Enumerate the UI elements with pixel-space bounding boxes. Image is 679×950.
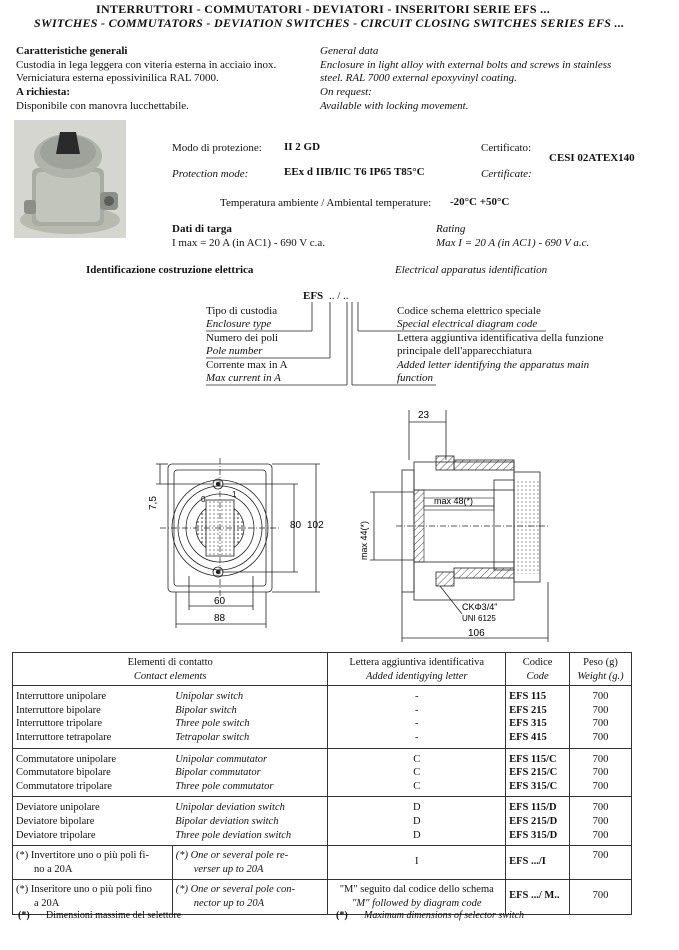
dim-88: 88 [214,613,226,624]
footnote-mark-it: (*) [18,910,30,921]
certificate-label-it: Certificato: [481,142,532,154]
identification-leader-lines [0,0,679,400]
temperature-label: Temperatura ambiente / Ambiental temperature: [220,197,432,209]
max-current-en: Max current in A [206,372,281,384]
spec-table [12,652,632,915]
request-text-it: Disponibile con manovra lucchettabile. [16,100,189,112]
dim-60: 60 [214,596,226,607]
table-row: Interruttore tripolare Three pole switch - EFS 315 700 [16,718,609,730]
header-contact: Elementi di contatto Contact elements [13,653,328,686]
footnote-en: Maximum dimensions of selector switch [364,910,524,921]
added-letter-it: Lettera aggiuntiva identificativa della funzione [397,332,604,344]
general-heading-it: Caratteristiche generali [16,45,128,57]
table-row: Commutatore tripolare Three pole commutator C EFS 315/C 700 [13,780,632,797]
request-heading-en: On request: [320,86,372,98]
table-header-row [13,653,632,686]
side-view [359,410,550,642]
dim-102: 102 [307,520,324,531]
protection-value-en: EEx d IIB/IIC T6 IP65 T85°C [284,166,425,178]
title-en: SWITCHES - COMMUTATORS - DEVIATION SWITCHES - CIRCUIT CLOSING SWITCHES SERIES EFS ... [34,16,625,30]
table-row: Deviatore tripolare Three pole deviation switch D EFS 315/D 700 [13,829,632,846]
temperature-value: -20°C +50°C [450,196,510,208]
max-current-it: Corrente max in A [206,359,288,371]
rating-value-it: I max = 20 A (in AC1) - 690 V c.a. [172,237,326,249]
table-row: Interruttore unipolare Unipolar switch - EFS 115 700 [13,686,632,704]
title-it: INTERRUTTORI - COMMUTATORI - DEVIATORI - INSERITORI SERIE EFS ... [96,2,551,16]
enclosure-type-en: Enclosure type [206,318,272,330]
protection-label-en: Protection mode: [172,168,249,180]
diagram-code-en: Special electrical diagram code [397,318,538,330]
svg-text:0: 0 [201,495,206,504]
added-letter-en2: function [397,372,434,384]
technical-drawing [0,400,679,650]
header-weight: Peso (g) Weight (g.) [577,657,624,682]
thread-spec: CKΦ3/4" [462,602,498,612]
table-row: Deviatore unipolare Unipolar deviation switch D EFS 115/D 700 [13,797,632,815]
certificate-value: CESI 02ATEX140 [549,152,635,164]
identification-code: EFS [303,290,324,302]
request-text-en: Available with locking movement. [320,100,469,112]
diagram-code-it: Codice schema elettrico speciale [397,305,541,317]
table-row: Interruttore bipolare Bipolar switch - EFS 215 700 [16,704,609,716]
dim-max44: max 44(*) [359,520,369,560]
identification-heading-it: Identificazione costruzione elettrica [86,264,254,276]
protection-value-it: II 2 GD [284,141,321,153]
rating-heading-it: Dati di targa [172,223,232,235]
dim-max48: max 48(*) [434,496,474,506]
rating-heading-en: Rating [436,223,466,235]
added-letter-en: Added letter identifying the apparatus main [397,359,590,371]
table-row: Interruttore tetrapolare Tetrapolar switch - EFS 415 700 [13,731,632,748]
footnote-it: Dimensioni massime del selettore [46,910,182,921]
dim-7-5: 7,5 [148,496,159,510]
pole-number-it: Numero dei poli [206,332,279,344]
protection-label-it: Modo di protezione: [172,142,262,154]
dim-80: 80 [290,520,302,531]
added-letter-it2: principale dell'apparecchiatura [397,345,532,357]
rating-value-en: Max I = 20 A (in AC1) - 690 V a.c. [436,237,590,249]
svg-text:1: 1 [232,490,237,499]
general-line2-en: steel. RAL 7000 external epoxyvinyl coating. [320,72,517,84]
certificate-label-en: Certificate: [481,168,532,180]
table-row-special: (*) Invertitore uno o più poli fi- no a 20A (*) One or several pole re- verser up to 20A I EFS .../I 700 [13,846,632,880]
footnote-mark-en: (*) [336,910,348,921]
identification-code-suffix: .. / .. [329,290,349,302]
table-row: Commutatore unipolare Unipolar commutator C EFS 115/C 700 [13,748,632,766]
header-code: Codice Code [506,653,570,686]
table-row: Commutatore bipolare Bipolar commutator C EFS 215/C 700 [16,767,609,779]
general-line1-en: Enclosure in light alloy with external bolts and screws in stainless [320,59,612,71]
dim-23: 23 [418,410,430,421]
general-line1-it: Custodia in lega leggera con viteria esterna in acciaio inox. [16,59,277,71]
dim-106: 106 [468,628,485,639]
table-row: Deviatore bipolare Bipolar deviation switch D EFS 215/D 700 [16,815,609,827]
pole-number-en: Pole number [206,345,263,357]
general-line2-it: Verniciatura esterna epossivinilica RAL 7000. [16,72,219,84]
enclosure-type-it: Tipo di custodia [206,305,278,317]
header-letter: Lettera aggiuntiva identificativa Added identigying letter [328,653,506,686]
table-row-special: (*) Inseritore uno o più poli fino a 20A (*) One or several pole con- nector up to 20A "M" seguito dal codice dello schema "M" followed by diagram code EFS .../ M.. 700 [13,880,632,914]
front-view [148,458,324,628]
request-heading-it: A richiesta: [16,86,71,98]
thread-standard: UNI 6125 [462,614,496,623]
general-heading-en: General data [320,45,379,57]
identification-heading-en: Electrical apparatus identification [395,264,548,276]
